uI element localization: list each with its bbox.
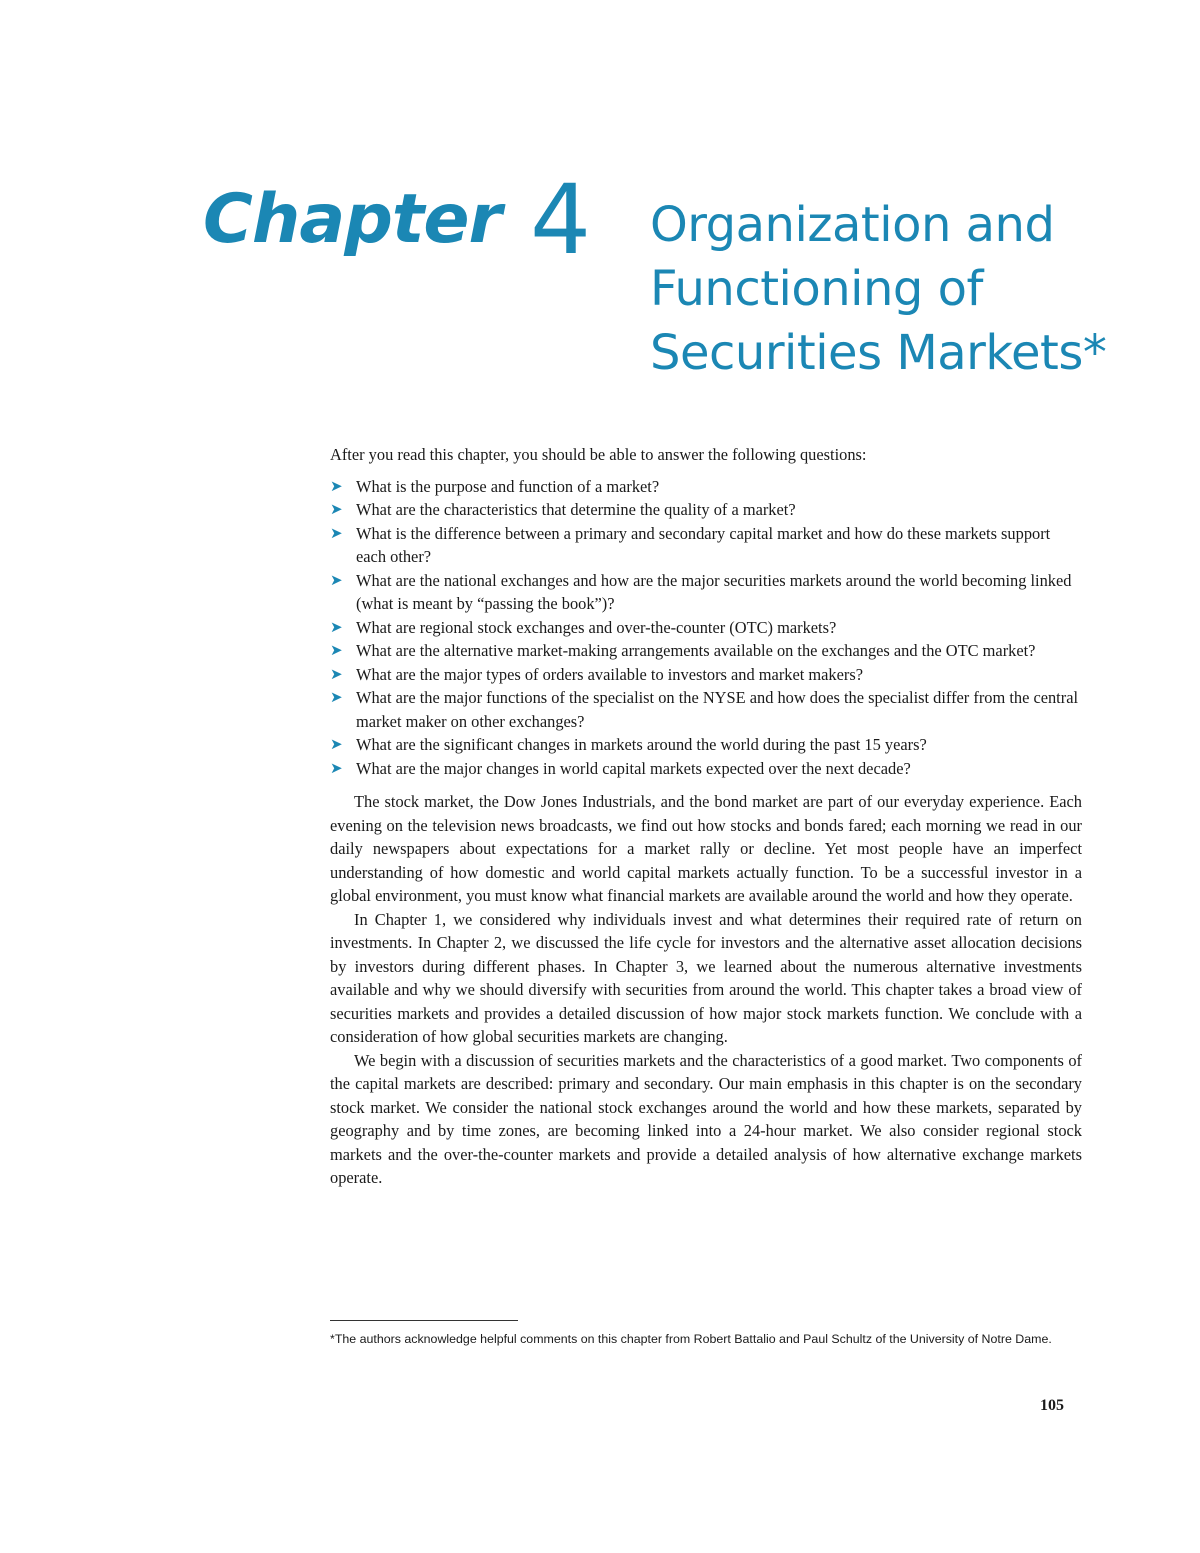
chapter-body — [330, 443, 1082, 1190]
chapter-label: Chapter — [203, 180, 502, 259]
arrowhead-right-icon: ➤ — [330, 641, 343, 659]
chapter-number: 4 — [530, 164, 592, 276]
chapter-title-line: Functioning of — [650, 261, 983, 317]
page-number: 105 — [1040, 1397, 1064, 1414]
body-paragraph: In Chapter 1, we considered why individuals invest and what determines their required rate of return on investments. In Chapter 2, we discussed the life cycle for investors and the alternative asset allocation decisions by investors during different phases. In Chapter 3, we learned about the numerous alternative investments available and why we should diversify with securities from around the world. This chapter takes a broad view of securities markets and provides a detailed discussion of how major stock markets function. We conclude with a consideration of how global securities markets are changing. — [330, 909, 1082, 1046]
arrowhead-right-icon: ➤ — [330, 758, 343, 777]
footnote: *The authors acknowledge helpful comments on this chapter from Robert Battalio and Paul Schultz of the University of Notre Dame. — [330, 1332, 1052, 1346]
list-item: ➤ What is the purpose and function of a market? — [330, 475, 1082, 499]
body-paragraph: We begin with a discussion of securities markets and the characteristics of a good market. Two components of the capital markets are described: primary and secondary. Our main emphasis in this chapter is on the secondary stock market. We consider the national stock exchanges around the world and how these markets, separated by geography and by time zones, are becoming linked into a 24-hour market. We also consider regional stock markets and the over-the-counter markets and provide a detailed analysis of how alternative exchange markets operate. — [330, 1050, 1082, 1187]
chapter-title-line: Organization and — [650, 197, 1055, 253]
arrowhead-right-icon: ➤ — [330, 735, 343, 753]
arrowhead-right-icon: ➤ — [330, 664, 343, 683]
list-item: ➤ What is the difference between a primary and secondary capital market and how do these markets support each other? — [330, 523, 1051, 566]
learning-objectives-list — [330, 475, 1082, 781]
footnote-divider — [330, 1320, 518, 1321]
list-item: ➤ What are the major types of orders available to investors and market makers? — [330, 663, 1082, 687]
chapter-title-line: Securities Markets* — [650, 325, 1107, 381]
arrowhead-right-icon: ➤ — [330, 570, 343, 589]
chapter-title — [650, 193, 1150, 385]
body-paragraph: The stock market, the Dow Jones Industrials, and the bond market are part of our everyday experience. Each evening on the television news broadcasts, we find out how stocks and bonds fared; each morning we read in our daily newspapers about expectations for a market rally or decline. Yet most people have an imperfect understanding of how domestic and world capital markets actually function. To be a successful investor in a global environment, you must know what financial markets are available around the world and how they operate. — [330, 792, 1082, 905]
list-item: ➤ What are the characteristics that determine the quality of a market? — [330, 498, 1082, 522]
list-item: ➤ What are the alternative market-making arrangements available on the exchanges and the OTC market? — [330, 639, 1082, 663]
list-item: ➤ What are the national exchanges and how are the major securities markets around the world becoming linked (what is meant by “passing the book”)? — [330, 570, 1072, 613]
arrowhead-right-icon: ➤ — [330, 523, 343, 542]
learning-objectives-intro: After you read this chapter, you should be able to answer the following questions: — [330, 445, 867, 464]
list-item: ➤ What are the significant changes in markets around the world during the past 15 years? — [330, 733, 1082, 757]
arrowhead-right-icon: ➤ — [330, 476, 343, 495]
arrowhead-right-icon: ➤ — [330, 500, 343, 518]
arrowhead-right-icon: ➤ — [330, 617, 343, 636]
list-item: ➤ What are the major functions of the specialist on the NYSE and how does the specialist differ from the central market maker on other exchanges? — [330, 688, 1079, 731]
list-item: ➤ What are the major changes in world capital markets expected over the next decade? — [330, 757, 1082, 781]
arrowhead-right-icon: ➤ — [330, 688, 343, 706]
list-item: ➤ What are regional stock exchanges and over-the-counter (OTC) markets? — [330, 616, 1082, 640]
